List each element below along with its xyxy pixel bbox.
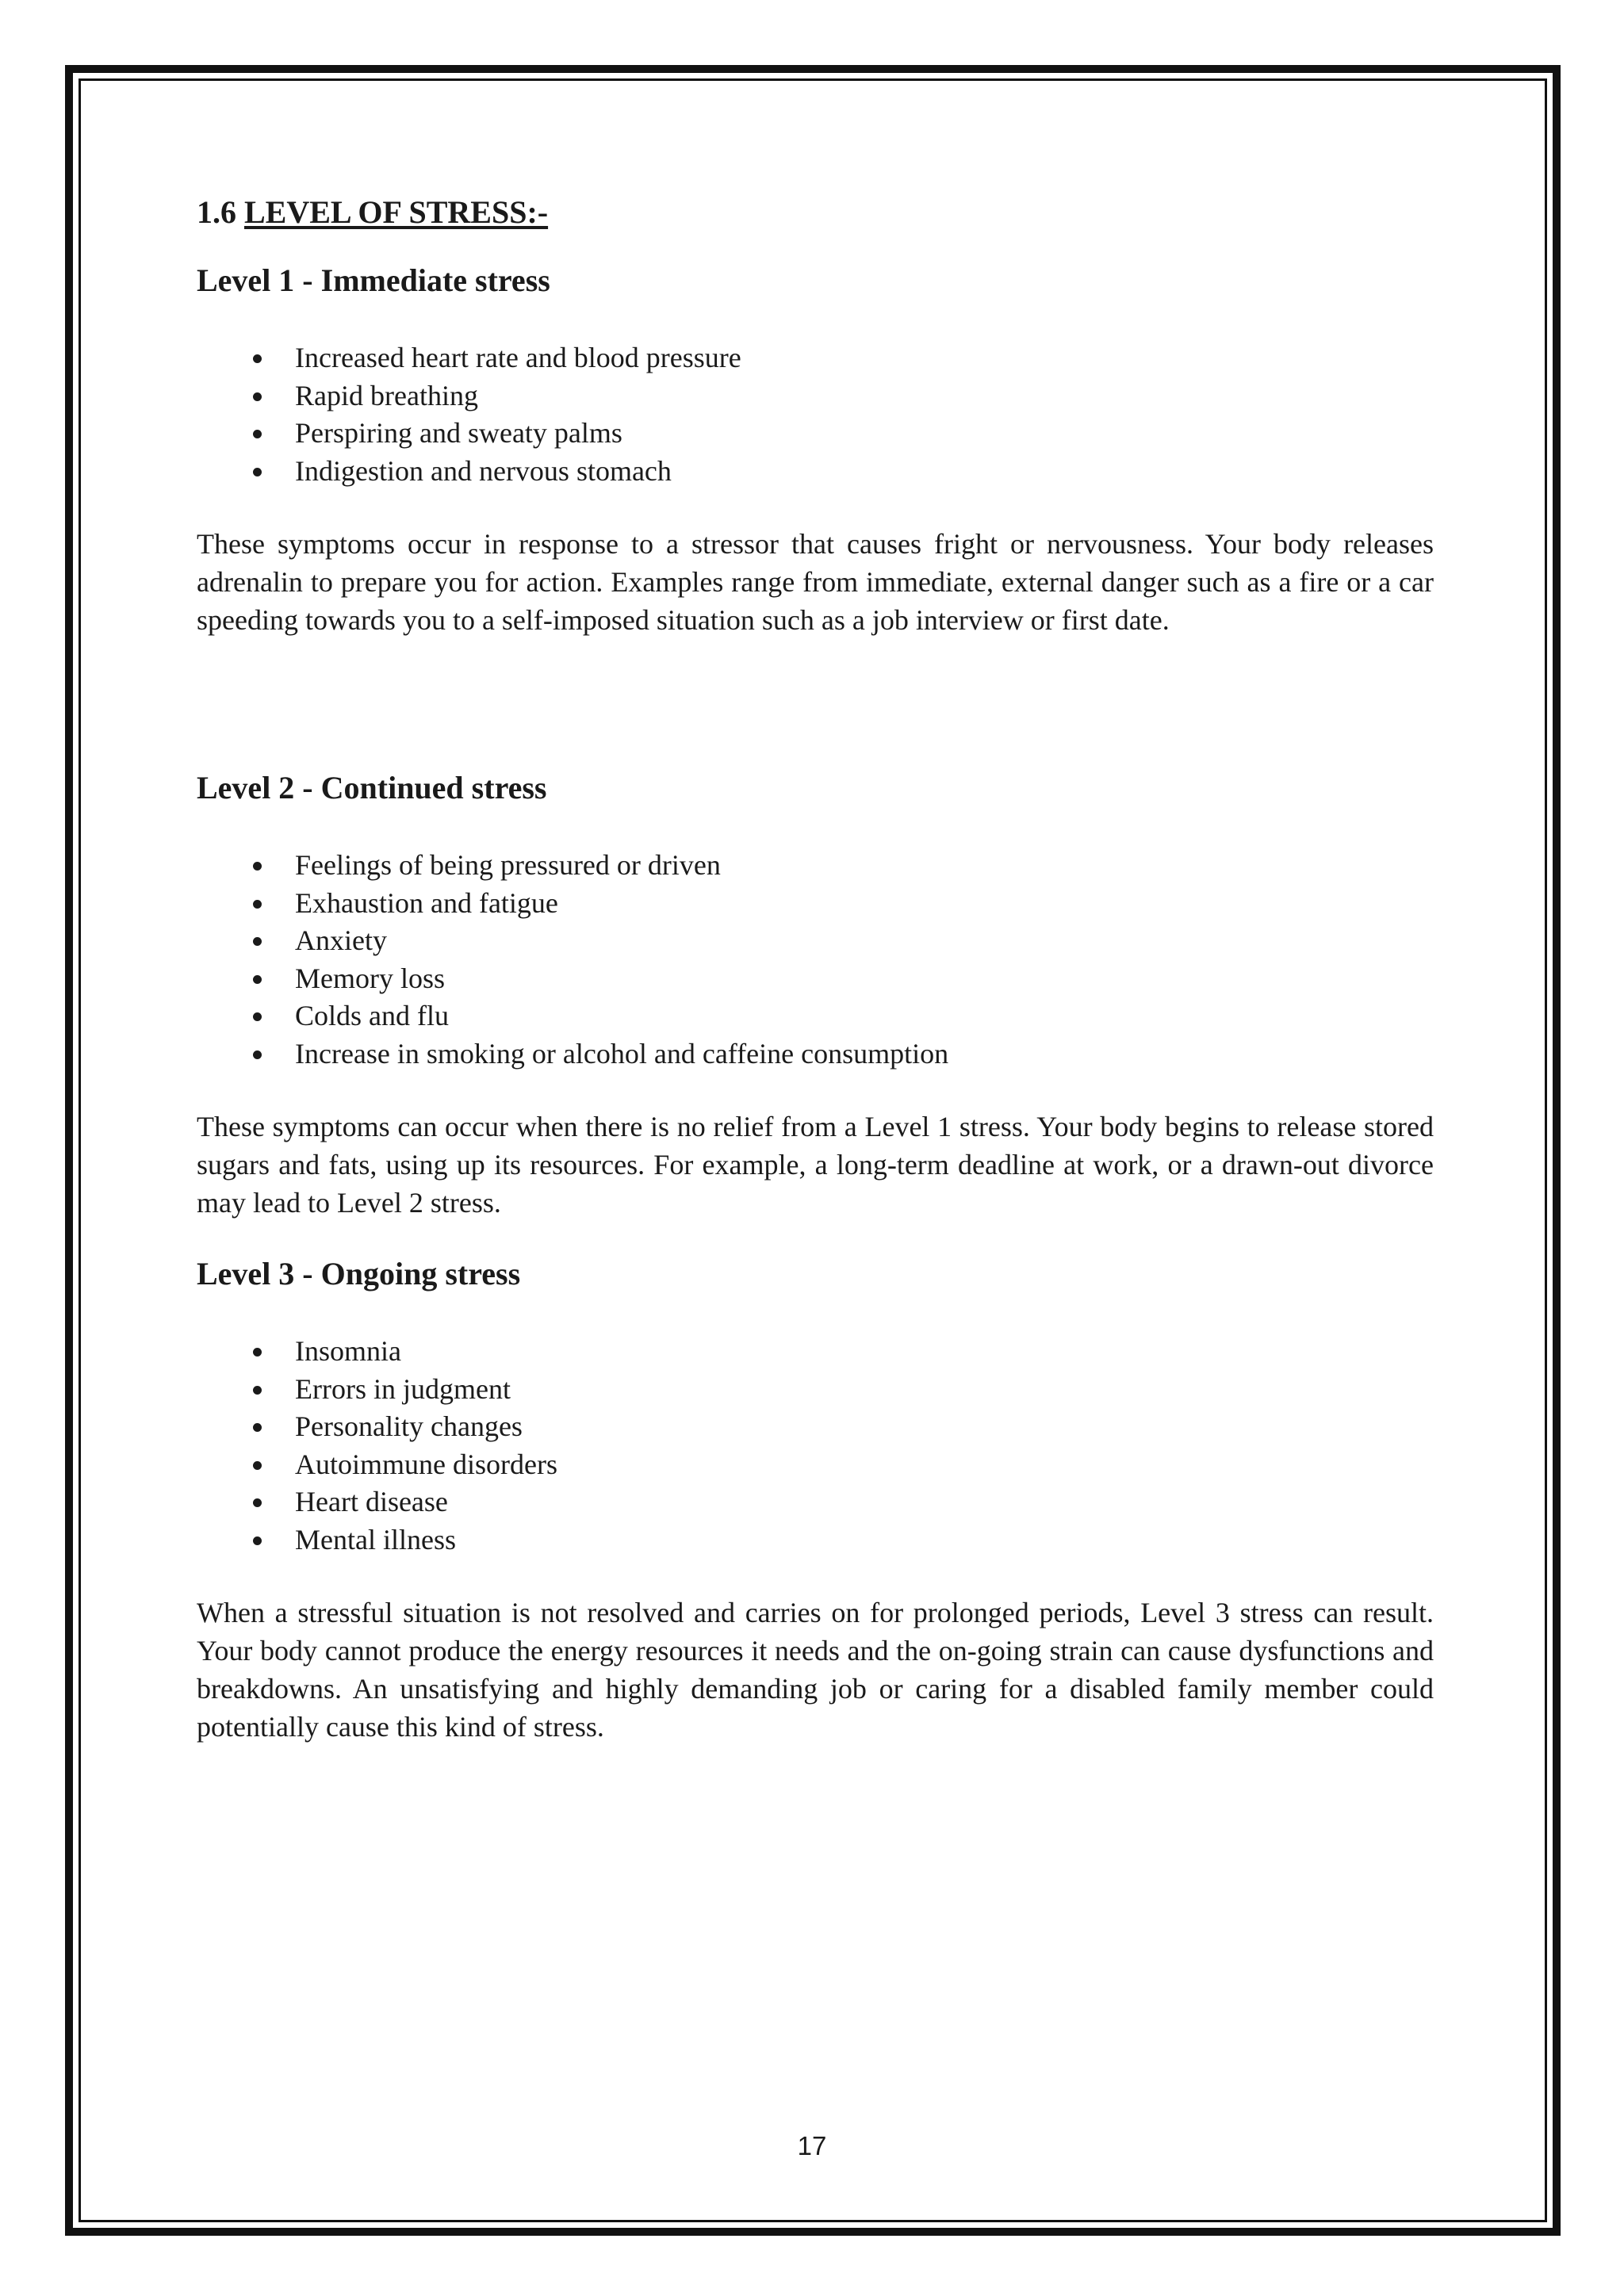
list-item [197,1446,1434,1484]
level-1-heading: Level 1 - Immediate stress [197,262,550,298]
list-item-text: Colds and flu [295,1000,449,1031]
list-item [197,1521,1434,1559]
level-2-paragraph: These symptoms can occur when there is no relief from a Level 1 stress. Your body begins to release stored sugars and fats, using up its resources. For example, a long-term deadline at work, or a drawn-out divorce may lead to Level 2 stress. [197,1111,1434,1219]
bullet-icon [253,862,262,871]
list-item-text: Errors in judgment [295,1372,511,1405]
list-item [197,960,1434,998]
bullet-icon [253,1536,262,1545]
list-item [197,1408,1434,1446]
level-2-symptom-list [197,847,1434,1073]
list-item [197,1371,1434,1409]
list-item-text: Exhaustion and fatigue [295,886,558,919]
bullet-icon [253,354,262,363]
list-item-text: Autoimmune disorders [295,1448,557,1480]
level-1-symptom-list [197,339,1434,490]
level-1-paragraph: These symptoms occur in response to a stressor that causes fright or nervousness. Your body releases adrenalin to prepare you for action. Examples range from immediate, external danger such as a fire or a car speeding towards you to a self-imposed situation such as a job interview or first date. [197,528,1434,636]
level-2-heading: Level 2 - Continued stress [197,770,547,806]
list-item-text: Memory loss [295,962,445,994]
section-title [197,189,1434,236]
list-item [197,339,1434,377]
list-item [197,885,1434,923]
bullet-icon [253,1423,262,1432]
list-item [197,1035,1434,1073]
list-item [197,1483,1434,1521]
list-item-text: Increased heart rate and blood pressure [295,342,741,373]
list-item-text: Perspiring and sweaty palms [295,417,622,449]
bullet-icon [253,1050,262,1059]
list-item-text: Personality changes [295,1410,523,1442]
bullet-icon [253,975,262,984]
list-item-text: Rapid breathing [295,379,478,411]
section-title-text: LEVEL OF STRESS:- [244,194,549,230]
list-item [197,415,1434,453]
page-content [197,189,1434,1746]
bullet-icon [253,1386,262,1395]
bullet-icon [253,1461,262,1470]
bullet-icon [253,937,262,946]
page-number: 17 [797,2131,827,2160]
list-item-text: Mental illness [295,1523,456,1556]
list-item [197,453,1434,491]
level-2-section [197,764,1434,1222]
bullet-icon [253,900,262,909]
list-item-text: Increase in smoking or alcohol and caffeine consumption [295,1037,949,1070]
list-item-text: Anxiety [295,924,387,956]
list-item-text: Feelings of being pressured or driven [295,849,721,881]
list-item-text: Indigestion and nervous stomach [295,454,672,487]
bullet-icon [253,1348,262,1357]
level-1-section [197,257,1434,639]
list-item-text: Heart disease [295,1486,448,1517]
bullet-icon [253,430,262,438]
list-item [197,922,1434,960]
level-3-heading: Level 3 - Ongoing stress [197,1256,521,1292]
list-item-text: Insomnia [295,1335,401,1367]
level-3-paragraph: When a stressful situation is not resolved and carries on for prolonged periods, Level 3 stress can result. Your body cannot produce the energy resources it needs and the on-going strain can cause dysfunctions and breakdowns. An unsatisfying and highly demanding job or caring for a disabled family member could potentially cause this kind of stress. [197,1597,1434,1743]
bullet-icon [253,468,262,476]
bullet-icon [253,392,262,401]
bullet-icon [253,1498,262,1507]
level-3-section [197,1250,1434,1746]
list-item [197,997,1434,1035]
bullet-icon [253,1012,262,1021]
level-3-symptom-list [197,1333,1434,1559]
list-item [197,377,1434,415]
list-item [197,1333,1434,1371]
section-number: 1.6 [197,194,236,230]
list-item [197,847,1434,885]
